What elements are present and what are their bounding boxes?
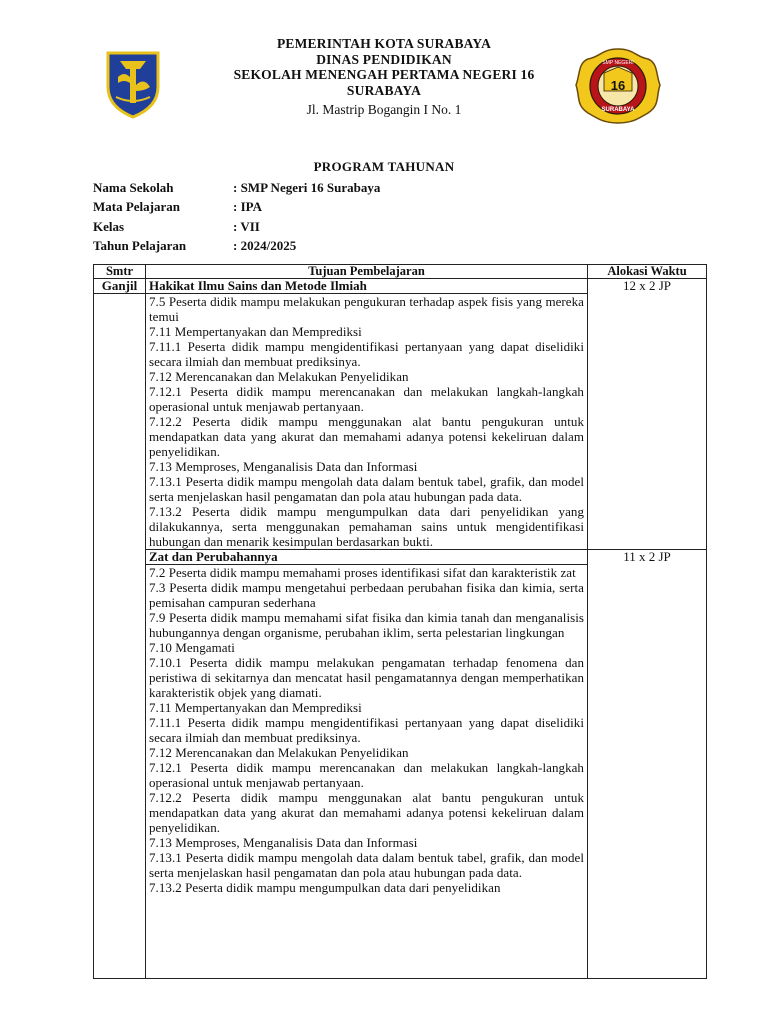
school-info <box>93 180 380 257</box>
header-address: Jl. Mastrip Bogangin I No. 1 <box>306 102 462 117</box>
goal-item: 7.12.2 Peserta didik mampu menggunakan alat bantu pengukuran untuk mendapatkan data yang akurat dan memahami adanya potensi kekeliruan dalam penyelidikan. <box>149 414 584 459</box>
info-value: : IPA <box>233 199 263 215</box>
header-government: PEMERINTAH KOTA SURABAYA <box>276 36 492 51</box>
table-header-row <box>94 265 707 279</box>
semester-empty-cell <box>94 294 146 979</box>
goal-item: 7.10 Mengamati <box>149 640 235 655</box>
logo-bottom-text: SURABAYA <box>601 107 635 113</box>
goal-item: 7.11.1 Peserta didik mampu mengidentifikasi pertanyaan yang dapat diselidiki secara ilmiah dan membuat prediksinya. <box>149 339 584 369</box>
goal-item: 7.13.2 Peserta didik mampu mengumpulkan data dari penyelidikan yang dilakukannya, serta menggunakan pemahaman sains untuk mengidentifikasi hubungan dan menarik kesimpulan berdasarkan bukti. <box>149 504 584 549</box>
goal-item: 7.10.1 Peserta didik mampu melakukan pengamatan terhadap fenomena dan peristiwa di sekitarnya dan mencatat hasil pengamatannya dengan memperhatikan karakteristik objek yang diamati. <box>149 655 584 700</box>
header-smtr: Smtr <box>94 265 146 279</box>
goal-item: 7.11 Mempertanyakan dan Memprediksi <box>149 700 362 715</box>
letterhead <box>0 36 768 118</box>
goal-item: 7.13.1 Peserta didik mampu mengolah data dalam bentuk tabel, grafik, dan model serta menjelaskan hasil pengamatan dan pola atau hubungan pada data. <box>149 850 584 880</box>
info-label: Tahun Pelajaran <box>93 237 187 253</box>
goal-item: 7.3 Peserta didik mampu mengetahui perbedaan perubahan fisika dan kimia, serta pemisahan campuran sederhana <box>149 580 584 610</box>
section-1-topic-row <box>94 279 707 294</box>
goal-item: 7.2 Peserta didik mampu memahami proses identifikasi sifat dan karakteristik zat <box>149 565 576 580</box>
info-value: : SMP Negeri 16 Surabaya <box>233 180 381 195</box>
goal-item: 7.9 Peserta didik mampu memahami sifat fisika dan kimia tanah dan menganalisis hubungannya dengan organisme, perubahan iklim, serta pelestarian lingkungan <box>149 610 584 640</box>
info-label: Kelas <box>93 218 125 234</box>
goal-item: 7.12 Merencanakan dan Melakukan Penyelidikan <box>149 745 409 760</box>
info-row <box>93 199 380 218</box>
header-department: DINAS PENDIDIKAN <box>316 51 452 67</box>
section-topic: Zat dan Perubahannya <box>146 550 588 565</box>
goal-item: 7.12.1 Peserta didik mampu merencanakan dan melakukan langkah-langkah operasional untuk menjawab pertanyaan. <box>149 384 584 414</box>
logo-school-number: 16 <box>610 78 626 93</box>
section-2-topic-row <box>94 550 707 565</box>
goal-item: 7.5 Peserta didik mampu melakukan pengukuran terhadap aspek fisis yang mereka temui <box>149 294 584 324</box>
logo-top-text: SMP NEGERI <box>602 60 634 66</box>
goal-item: 7.12 Merencanakan dan Melakukan Penyelidikan <box>149 369 409 384</box>
header-goal: Tujuan Pembelajaran <box>146 265 588 279</box>
section-goals <box>146 565 588 979</box>
info-row <box>93 238 380 257</box>
header-school: SEKOLAH MENENGAH PERTAMA NEGERI 16 <box>233 67 535 82</box>
goal-item: 7.11.1 Peserta didik mampu mengidentifikasi pertanyaan yang dapat diselidiki secara ilmiah dan membuat prediksinya. <box>149 715 584 745</box>
goal-item: 7.12.1 Peserta didik mampu merencanakan dan melakukan langkah-langkah operasional untuk menjawab pertanyaan. <box>149 760 584 790</box>
section-goals <box>146 294 588 550</box>
goal-item: 7.11 Mempertanyakan dan Memprediksi <box>149 324 362 339</box>
section-goals-clip <box>149 565 584 978</box>
goal-item: 7.13.1 Peserta didik mampu mengolah data dalam bentuk tabel, grafik, dan model serta menjelaskan hasil pengamatan dan pola atau hubungan pada data. <box>149 474 584 504</box>
header-time: Alokasi Waktu <box>588 265 707 279</box>
annual-program-table <box>93 264 707 979</box>
goal-item: 7.13 Memproses, Menganalisis Data dan Informasi <box>149 459 418 474</box>
goal-item: 7.13.2 Peserta didik mampu mengumpulkan data dari penyelidikan <box>149 880 501 895</box>
header-city: SURABAYA <box>346 82 422 98</box>
info-label: Nama Sekolah <box>93 180 174 195</box>
semester-cell: Ganjil <box>94 279 146 294</box>
info-row <box>93 180 380 199</box>
goal-item: 7.13 Memproses, Menganalisis Data dan Informasi <box>149 835 418 850</box>
info-label: Mata Pelajaran <box>93 199 181 215</box>
info-row <box>93 219 380 238</box>
info-value: : 2024/2025 <box>233 237 297 253</box>
section-time: 11 x 2 JP <box>588 550 707 979</box>
section-time: 12 x 2 JP <box>588 279 707 550</box>
document-title: PROGRAM TAHUNAN <box>313 159 455 174</box>
goal-item: 7.12.2 Peserta didik mampu menggunakan alat bantu pengukuran untuk mendapatkan data yang akurat dan memahami adanya potensi kekeliruan dalam penyelidikan. <box>149 790 584 835</box>
section-topic: Hakikat Ilmu Sains dan Metode Ilmiah <box>146 279 588 294</box>
info-value: : VII <box>233 218 260 234</box>
